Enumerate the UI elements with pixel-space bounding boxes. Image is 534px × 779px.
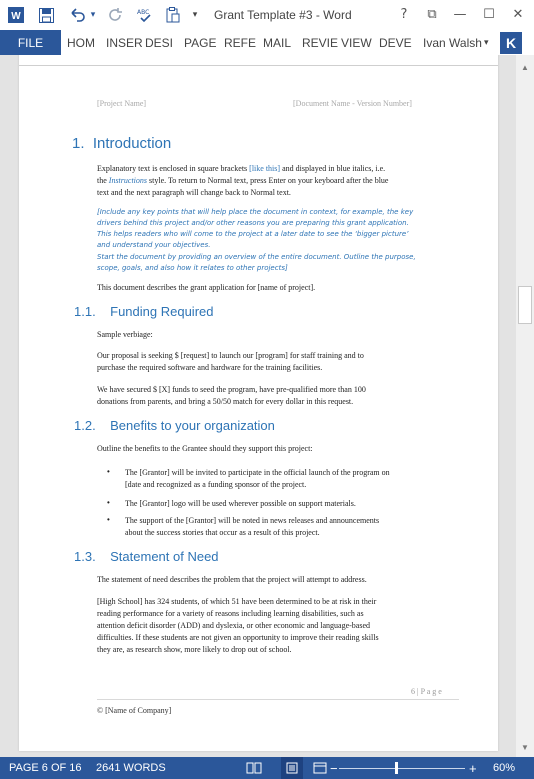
window-title: Grant Template #3 - Word (214, 8, 352, 22)
maximize-icon[interactable]: ☐ (483, 6, 495, 22)
need-intro: The statement of need describes the problem that the project will attempt to address. (97, 575, 367, 584)
heading-statement-of-need: 1.3. Statement of Need (74, 549, 219, 564)
footer-company[interactable]: © [Name of Company] (97, 706, 172, 715)
tab-references[interactable]: REFE (224, 35, 257, 50)
tab-review[interactable]: REVIE (302, 35, 339, 50)
web-layout-icon[interactable] (313, 757, 327, 779)
bullet-marker: • (107, 467, 110, 476)
undo-dropdown-icon[interactable]: ▾ (90, 10, 96, 20)
ribbon-tabs (0, 30, 534, 56)
undo-icon[interactable] (66, 5, 88, 25)
heading-introduction: 1. Introduction (72, 135, 172, 152)
instructions-paragraph-1: [Include any key points that will help place the document in context, for example, the key drivers behind this project and/or other reasons you are preparing this grant application. This helps readers who will come to the project at a later date to see the ‘bigger picture’ and understand your objectives. (97, 208, 414, 249)
document-area (0, 55, 516, 757)
paste-format-icon[interactable] (163, 5, 183, 25)
tab-home[interactable]: HOM (67, 35, 95, 50)
svg-text:W: W (11, 11, 21, 22)
status-bar (0, 757, 534, 779)
benefit-item-2: The [Grantor] logo will be used wherever possible on support materials. (125, 499, 356, 508)
vertical-scrollbar[interactable] (516, 55, 534, 757)
read-mode-icon[interactable] (246, 757, 262, 779)
scroll-down-icon[interactable]: ▼ (521, 742, 529, 752)
close-icon[interactable]: ✕ (512, 6, 524, 22)
tab-insert[interactable]: INSER (106, 35, 143, 50)
zoom-slider[interactable] (339, 768, 465, 769)
header-project-name[interactable]: [Project Name] (97, 99, 147, 108)
benefits-intro: Outline the benefits to the Grantee should they support this project: (97, 444, 313, 453)
word-count[interactable]: 2641 WORDS (96, 762, 166, 774)
zoom-level[interactable]: 60% (493, 762, 516, 774)
print-layout-icon[interactable] (281, 757, 303, 779)
benefit-item-3: The support of the [Grantor] will be noted in news releases and announcements about the success stories that occur as a result of this project. (125, 516, 380, 537)
heading-benefits: 1.2. Benefits to your organization (74, 418, 275, 433)
zoom-out-icon[interactable]: − (330, 760, 338, 776)
customize-qat-icon[interactable]: ▾ (192, 10, 198, 20)
save-icon[interactable] (36, 5, 56, 25)
intro-summary: This document describes the grant application for [name of project]. (97, 283, 316, 292)
tab-developer[interactable]: DEVE (379, 35, 412, 50)
funding-sample-verbiage: Sample verbiage: (97, 330, 153, 339)
avatar[interactable]: K (500, 32, 522, 54)
funding-paragraph-1: Our proposal is seeking $ [request] to launch our [program] for staff training and to purchase the required software and hardware for the training facilities. (97, 351, 364, 372)
page-break-divider (19, 65, 498, 66)
instructions-paragraph-2: Start the document by providing an overview of the entire document. Outline the purpose, scope, goals, and also how it relates to other projects] (97, 253, 416, 272)
title-bar (0, 0, 534, 30)
zoom-in-icon[interactable]: + (469, 760, 477, 776)
user-name[interactable]: Ivan Walsh (423, 35, 482, 50)
redo-icon[interactable] (106, 5, 126, 25)
footer-divider (97, 699, 459, 700)
intro-paragraph: Explanatory text is enclosed in square brackets [like this] and displayed in blue italics, i.e. the Instructions style. To return to Normal text, press Enter on your keyboard after the blue text and the next paragraph will change back to Normal text. (97, 164, 389, 197)
tab-design[interactable]: DESI (145, 35, 174, 50)
bullet-marker: • (107, 498, 110, 507)
tab-file[interactable]: FILE (0, 30, 61, 55)
user-dropdown-icon[interactable]: ▾ (484, 37, 489, 47)
document-page[interactable] (19, 55, 498, 751)
tab-view[interactable]: VIEW (341, 35, 372, 50)
spelling-icon[interactable] (136, 5, 156, 25)
scroll-thumb[interactable] (518, 286, 532, 324)
heading-funding-required: 1.1. Funding Required (74, 304, 214, 319)
ribbon-display-icon[interactable]: ⧉ (427, 6, 437, 22)
funding-paragraph-2: We have secured $ [X] funds to seed the program, have pre-qualified more than 100 donations from parents, and bring a 50/50 match for every dollar in this request. (97, 385, 366, 406)
benefit-item-1: The [Grantor] will be invited to participate in the official launch of the program on [date and recognized as a funding sponsor of the project. (125, 468, 390, 489)
svg-text:ABC: ABC (137, 9, 150, 16)
word-app-icon[interactable] (6, 5, 26, 25)
scroll-up-icon[interactable]: ▲ (521, 62, 529, 72)
footer-page-number[interactable]: 6 | P a g e (411, 687, 442, 696)
zoom-slider-thumb[interactable] (395, 762, 398, 774)
tab-mailings[interactable]: MAIL (263, 35, 292, 50)
header-document-name[interactable]: [Document Name - Version Number] (293, 99, 412, 108)
need-paragraph: [High School] has 324 students, of which 51 have been determined to be at risk in their reading performance for a variety of reasons including learning disabilities, such as attention deficit disorder (ADD) and dyslexia, or other economic and language-based difficulties. If these students are not given an opportunity to improve their reading skills they are, as research show, more likely to drop out of school. (97, 597, 379, 654)
bullet-marker: • (107, 515, 110, 524)
minimize-icon[interactable]: — (453, 6, 467, 22)
page-count[interactable]: PAGE 6 OF 16 (9, 762, 82, 774)
help-icon[interactable]: ? (400, 6, 408, 22)
tab-page-layout[interactable]: PAGE (184, 35, 217, 50)
